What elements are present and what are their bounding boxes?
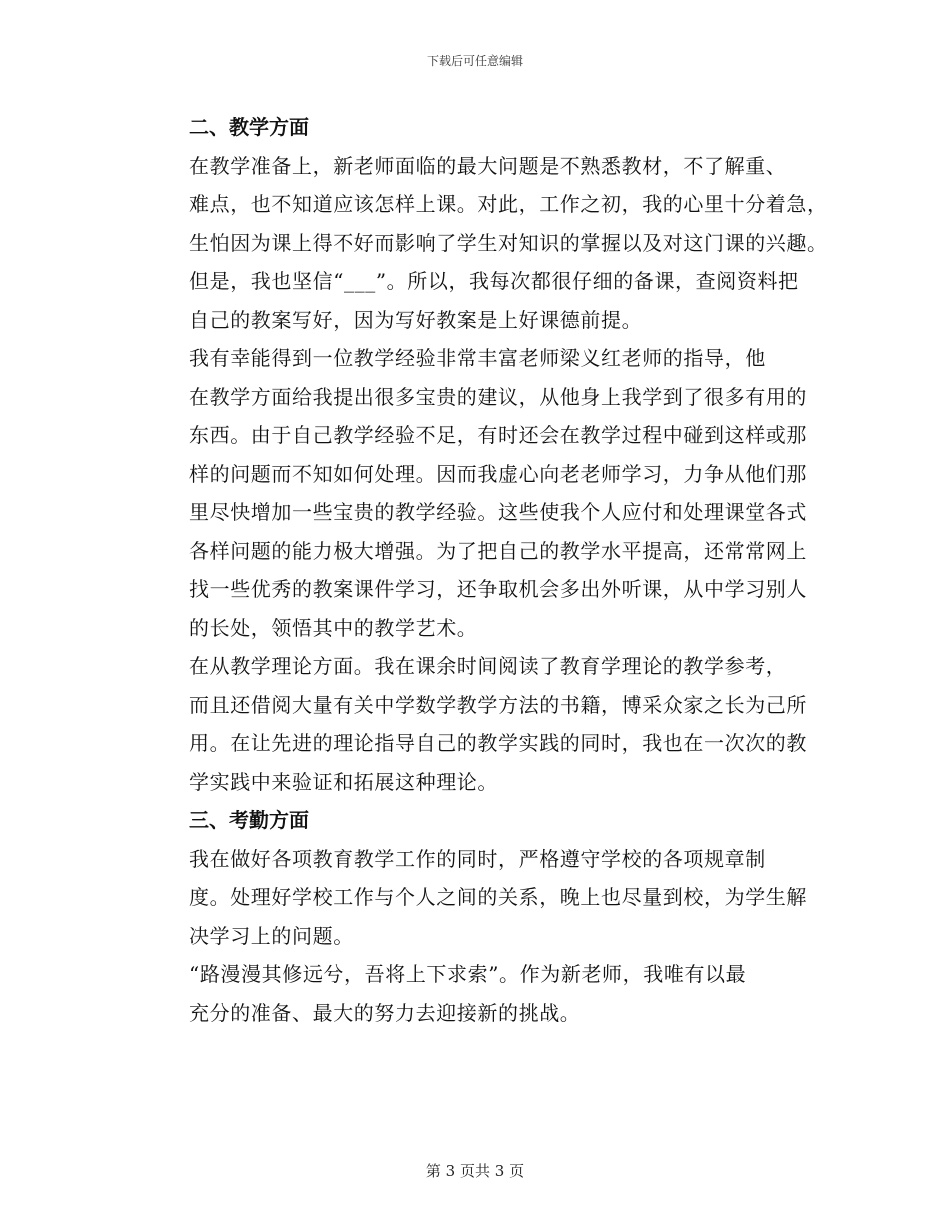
text-line: 生怕因为课上得不好而影响了学生对知识的掌握以及对这门课的兴趣。 (189, 230, 828, 255)
paragraph (143, 339, 808, 647)
text-line: 在从教学理论方面。我在课余时间阅读了教育学理论的教学参考， (189, 654, 787, 678)
text-line: “路漫漫其修远兮，吾将上下求索”。作为新老师，我唯有以最 (189, 962, 747, 986)
text-line: 难点，也不知道应该怎样上课。对此，工作之初，我的心里十分着急， (189, 192, 828, 216)
header-note: 下载后可任意编辑 (426, 54, 523, 68)
text-line: 东西。由于自己教学经验不足，有时还会在教学过程中碰到这样或那 (189, 423, 807, 447)
text-line: 而且还借阅大量有关中学数学教学方法的书籍，博采众家之长为己所 (189, 692, 807, 717)
paragraph (143, 147, 828, 340)
text-line: 充分的准备、最大的努力去迎接新的挑战。 (189, 1000, 581, 1025)
section-teaching (143, 108, 828, 801)
text-line: 在教学准备上，新老师面临的最大问题是不熟悉教材，不了解重、 (189, 153, 787, 178)
text-line: 找一些优秀的教案课件学习，还争取机会多出外听课，从中学习别人 (189, 577, 807, 601)
document-body (143, 108, 828, 1032)
section-heading: 二、教学方面 (189, 115, 309, 139)
paragraph (143, 840, 808, 956)
page-footer: 第 3 页共 3 页 (425, 1162, 525, 1180)
section-attendance (143, 801, 808, 1032)
text-line: 学实践中来验证和拓展这种理论。 (189, 769, 498, 794)
paragraph (143, 647, 808, 801)
text-line: 里尽快增加一些宝贵的教学经验。这些使我个人应付和处理课堂各式 (189, 500, 807, 524)
text-line: 决学习上的问题。 (189, 923, 354, 948)
section-heading: 三、考勤方面 (189, 808, 309, 832)
text-line: 度。处理好学校工作与个人之间的关系，晚上也尽量到校，为学生解 (189, 885, 807, 909)
text-line: 自己的教案写好，因为写好教案是上好课德前提。 (189, 307, 643, 332)
text-line: 的长处，领悟其中的教学艺术。 (189, 615, 478, 640)
text-line: 样的问题而不知如何处理。因而我虚心向老老师学习，力争从他们那 (189, 461, 807, 486)
paragraph (143, 955, 808, 1032)
text-line: 我在做好各项教育教学工作的同时，严格遵守学校的各项规章制 (189, 846, 766, 871)
text-line: 但是，我也坚信“___”。所以，我每次都很仔细的备课，查阅资料把 (189, 269, 799, 293)
text-line: 在教学方面给我提出很多宝贵的建议，从他身上我学到了很多有用的 (189, 384, 807, 409)
text-line: 各样问题的能力极大增强。为了把自己的教学水平提高，还常常网上 (189, 538, 807, 563)
text-line: 我有幸能得到一位教学经验非常丰富老师梁义红老师的指导，他 (189, 346, 766, 370)
text-line: 用。在让先进的理论指导自己的教学实践的同时，我也在一次次的教 (189, 731, 807, 755)
